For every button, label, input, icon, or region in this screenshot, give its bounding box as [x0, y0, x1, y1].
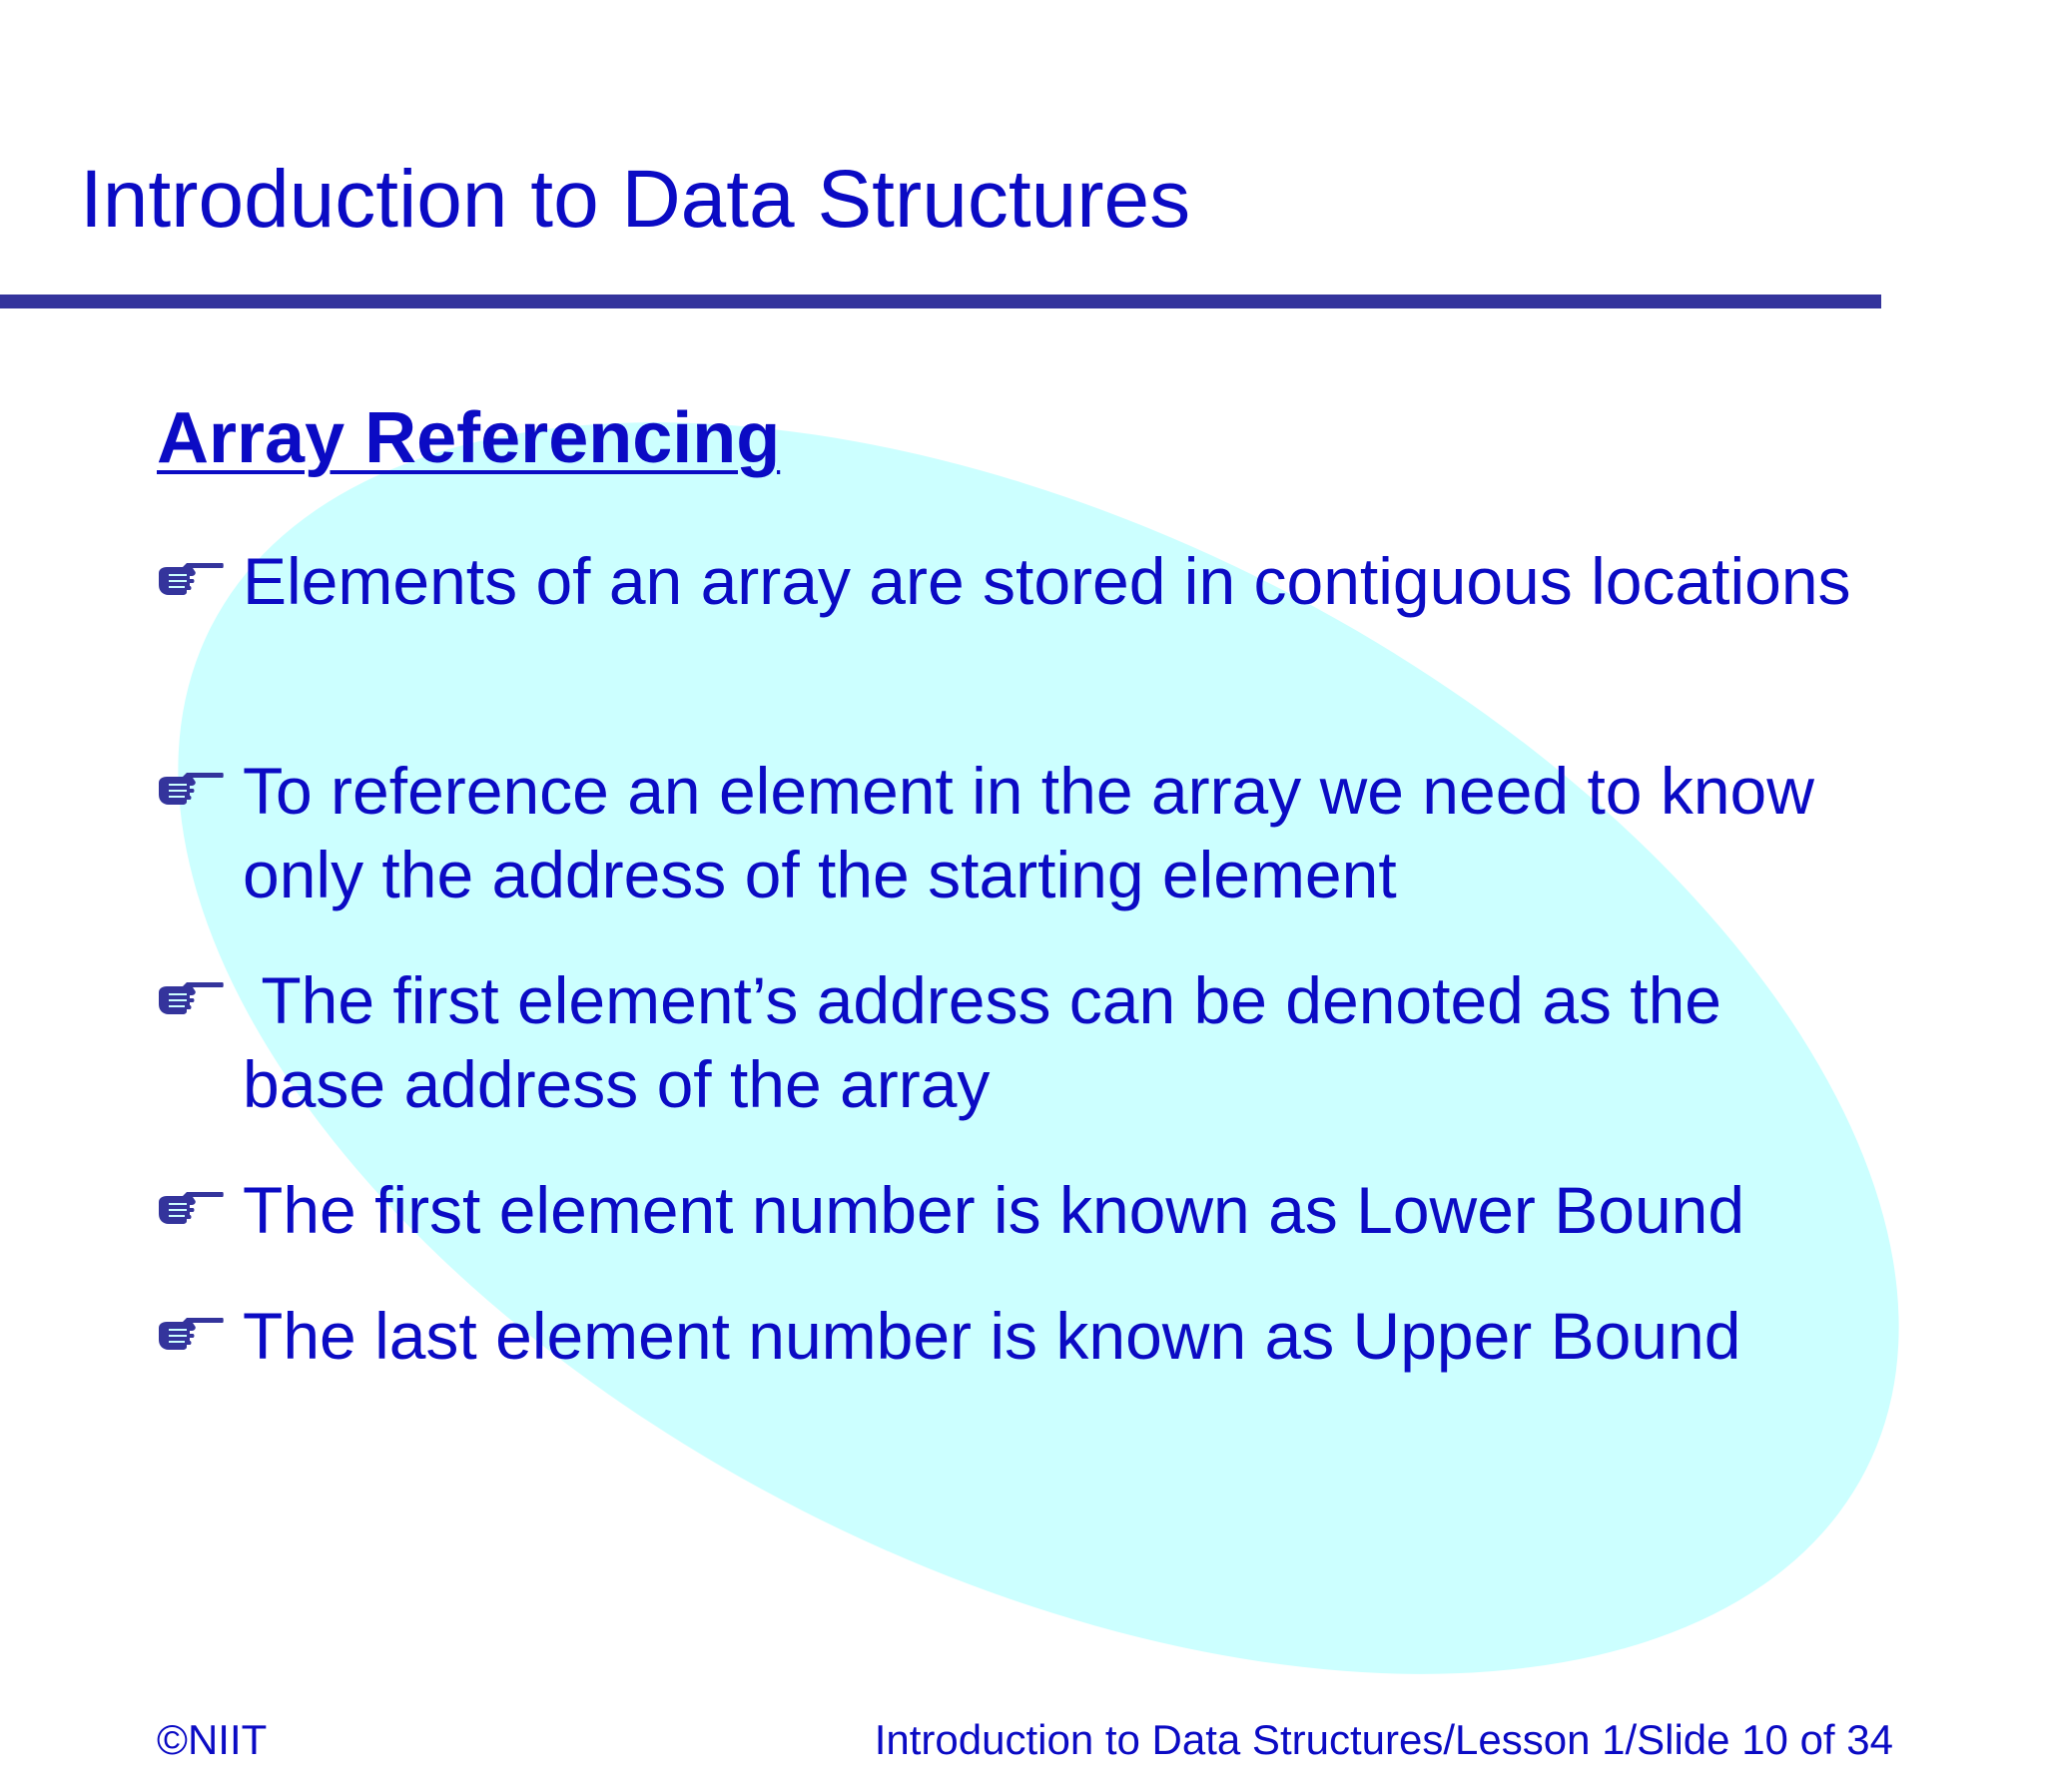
pointing-hand-icon	[157, 1312, 225, 1352]
bullet-text: To reference an element in the array we need to know only the address of the starting element	[243, 754, 1814, 911]
pointing-hand-icon	[157, 557, 225, 597]
pointing-hand-icon	[157, 1186, 225, 1226]
pointing-hand-icon	[157, 976, 225, 1016]
slide-title: Introduction to Data Structures	[80, 154, 1191, 245]
bullet-text: The first element’s address can be denoted as the base address of the array	[243, 963, 1740, 1121]
footer-copyright: ©NIIT	[157, 1716, 268, 1763]
bullet-text: Elements of an array are stored in contiguous locations	[243, 544, 1851, 618]
title-divider	[0, 295, 1881, 308]
bullet-text: The last element number is known as Upper Bound	[243, 1299, 1741, 1373]
section-heading: Array Referencing	[157, 398, 781, 478]
pointing-hand-icon	[157, 767, 225, 807]
bullet-text: The first element number is known as Lower Bound	[243, 1173, 1745, 1247]
footer-slide-info: Introduction to Data Structures/Lesson 1/Slide 10 of 34	[874, 1716, 1893, 1763]
